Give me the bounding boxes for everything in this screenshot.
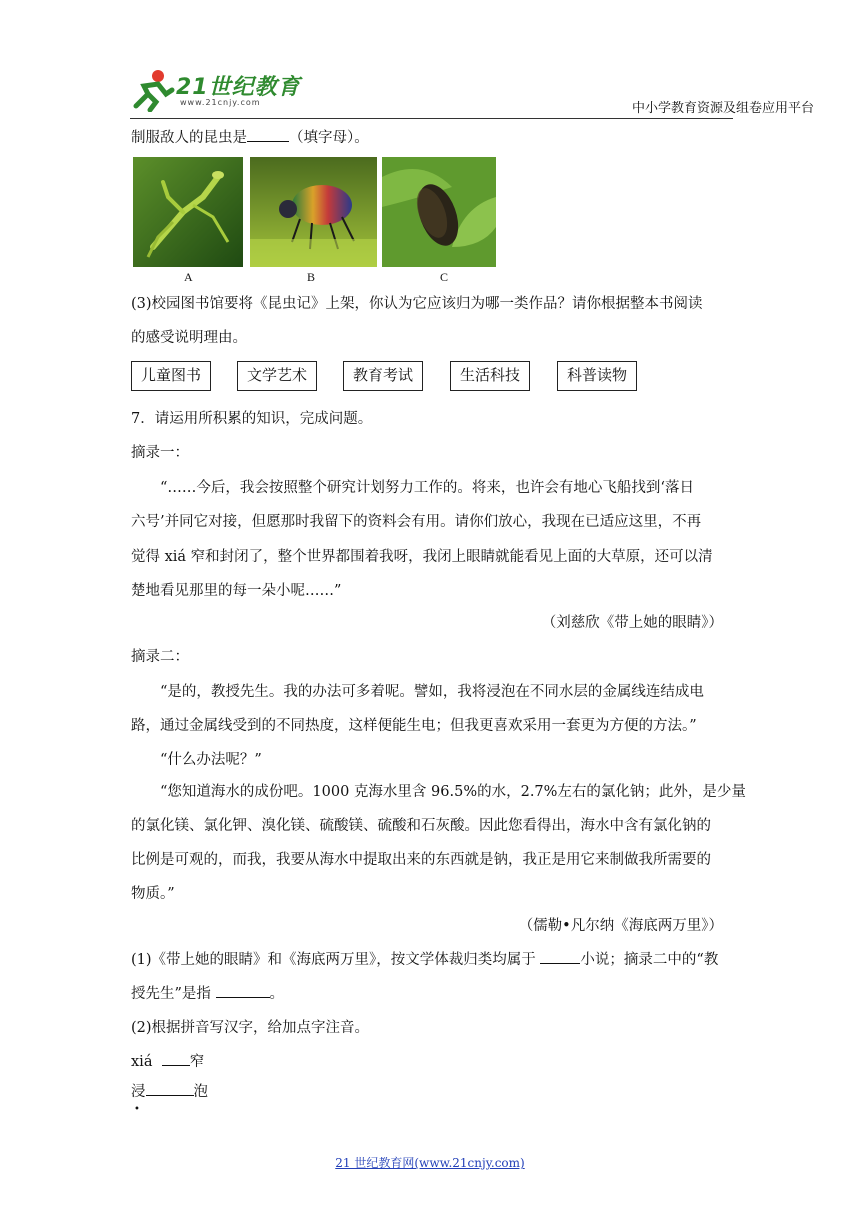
image-label-b: B xyxy=(307,270,316,284)
image-label-a: A xyxy=(184,270,193,284)
answer-blank[interactable] xyxy=(162,1051,190,1066)
category-box-popular-science[interactable]: 科普读物 xyxy=(557,361,637,391)
excerpt2-line: “什么办法呢？” xyxy=(160,752,262,768)
pinyin-item-1 xyxy=(131,1050,204,1071)
item2-char-dotted: 浸 xyxy=(131,1084,146,1100)
q7-sub1-text-d: 。 xyxy=(269,986,285,1002)
page-header xyxy=(0,0,860,125)
item2-char: 泡 xyxy=(193,1084,208,1100)
q7-title: 7．请运用所积累的知识，完成问题。 xyxy=(131,411,373,427)
cicada-icon xyxy=(382,157,496,267)
footer-link[interactable]: 21 世纪教育网(www.21cnjy.com) xyxy=(335,1156,525,1170)
excerpt2-line: 比例是可观的，而我，我要从海水中提取出来的东西就是钠，我正是用它来制做我所需要的 xyxy=(131,852,711,868)
q6-text-after: （填字母）。 xyxy=(289,130,369,146)
q7-sub1-text-b: 小说；摘录二中的“教 xyxy=(580,952,719,968)
q6-sub3-line2: 的感受说明理由。 xyxy=(131,330,247,346)
category-box-children[interactable]: 儿童图书 xyxy=(131,361,211,391)
image-a-mantis xyxy=(133,157,243,267)
answer-blank[interactable] xyxy=(247,127,289,142)
excerpt2-line: “是的，教授先生。我的办法可多着呢。譬如，我将浸泡在不同水层的金属线连结成电 xyxy=(160,684,704,700)
excerpt1-source: （刘慈欣《带上她的眼睛》） xyxy=(541,615,723,631)
q6-sub3-line1: (3)校园图书馆要将《昆虫记》上架，你认为它应该归为哪一类作品？请你根据整本书阅读 xyxy=(131,296,703,312)
answer-blank[interactable] xyxy=(216,983,270,998)
header-divider xyxy=(130,118,733,119)
praying-mantis-icon xyxy=(133,157,243,267)
image-label-c: C xyxy=(440,270,449,284)
excerpt1-label: 摘录一： xyxy=(131,445,189,461)
category-box-education[interactable]: 教育考试 xyxy=(343,361,423,391)
category-box-literature[interactable]: 文学艺术 xyxy=(237,361,317,391)
image-c-cicada xyxy=(382,157,496,267)
pinyin-text: xiá xyxy=(131,1054,153,1070)
excerpt2-label: 摘录二： xyxy=(131,649,189,665)
q7-sub2: (2)根据拼音写汉字，给加点字注音。 xyxy=(131,1020,370,1036)
excerpt2-line: 的氯化镁、氯化钾、溴化镁、硫酸镁、硫酸和石灰酸。因此您看得出，海水中含有氯化钠的 xyxy=(131,818,711,834)
q7-sub1-line2 xyxy=(131,982,284,1003)
page-footer xyxy=(0,1154,860,1171)
excerpt2-source: （儒勒•凡尔纳《海底两万里》） xyxy=(518,918,723,934)
excerpt2-line: “您知道海水的成份吧。1000 克海水里含 96.5%的水，2.7%左右的氯化钠；此外，是少量 xyxy=(160,784,746,800)
q7-sub1-text-a: (1)《带上她的眼睛》和《海底两万里》，按文学体裁归类均属于 xyxy=(131,952,536,968)
logo xyxy=(128,66,303,114)
excerpt1-line: “……今后，我会按照整个研究计划努力工作的。将来，也许会有地心飞船找到‘落日 xyxy=(160,480,695,496)
excerpt1-line: 觉得 xiá 窄和封闭了，整个世界都围着我呀，我闭上眼睛就能看见上面的大草原，还可以清 xyxy=(131,549,713,565)
excerpt1-line: 楚地看见那里的每一朵小呢……” xyxy=(131,583,342,599)
image-b-beetle xyxy=(250,157,377,267)
q7-sub1-text-c: 授先生”是指 xyxy=(131,986,211,1002)
q6-blank-line xyxy=(131,126,369,147)
category-box-life-science[interactable]: 生活科技 xyxy=(450,361,530,391)
item1-char: 窄 xyxy=(189,1054,205,1070)
excerpt2-line: 物质。” xyxy=(131,886,175,902)
logo-text: 21世纪教育 xyxy=(176,75,301,100)
logo-subtext: www.21cnjy.com xyxy=(180,98,261,107)
header-platform-text: 中小学教育资源及组卷应用平台 xyxy=(632,101,815,116)
runner-logo-icon xyxy=(128,68,176,112)
excerpt1-line: 六号’并同它对接，但愿那时我留下的资料会有用。请你们放心，我现在已适应这里，不再 xyxy=(131,514,702,530)
excerpt2-line: 路，通过金属线受到的不同热度，这样便能生电；但我更喜欢采用一套更为方便的方法。” xyxy=(131,718,697,734)
jewel-beetle-icon xyxy=(250,157,377,267)
q6-text-before: 制服敌人的昆虫是 xyxy=(131,130,247,146)
answer-blank[interactable] xyxy=(540,949,580,964)
emphasis-dot: • xyxy=(134,1104,140,1115)
pinyin-item-2 xyxy=(131,1080,208,1101)
q7-sub1-line1 xyxy=(131,948,718,969)
answer-blank[interactable] xyxy=(146,1081,194,1096)
